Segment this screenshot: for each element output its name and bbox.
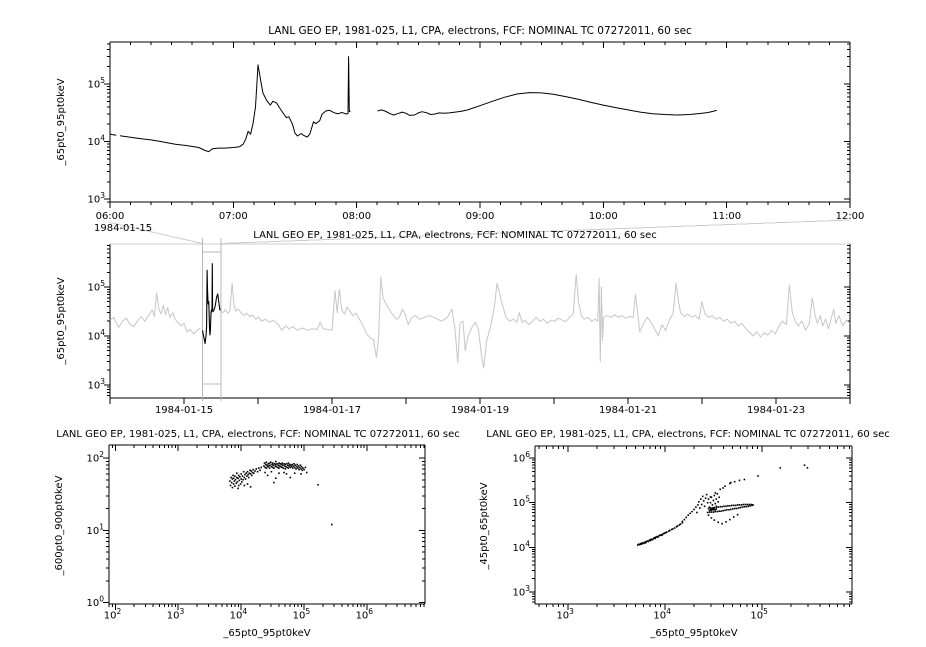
svg-text:103: $10^3$ — [87, 191, 105, 206]
svg-text:1984-01-23: 1984-01-23 — [746, 405, 806, 416]
svg-text:103: $10^3$ — [87, 376, 105, 392]
panel-title-p4: LANL GEO EP, 1981-025, L1, CPA, electrons, FCF: NOMINAL TC 07272011, 60 sec — [486, 429, 890, 440]
scatter-panel-left[interactable] — [54, 445, 425, 639]
svg-text:_600pt0_900pt0keV: _600pt0_900pt0keV — [54, 475, 65, 576]
panel-title-p2: LANL GEO EP, 1981-025, L1, CPA, electrons, FCF: NOMINAL TC 07272011, 60 sec — [253, 230, 657, 241]
svg-text:106: $10^6$ — [355, 607, 374, 622]
svg-text:08:00: 08:00 — [342, 211, 372, 222]
svg-text:12:00: 12:00 — [835, 211, 865, 222]
svg-text:1984-01-17: 1984-01-17 — [302, 405, 362, 416]
svg-text:105: $10^5$ — [512, 494, 530, 510]
svg-text:106: $10^6$ — [512, 450, 530, 465]
context-overview-panel[interactable] — [56, 238, 850, 416]
panel-title-p3: LANL GEO EP, 1981-025, L1, CPA, electrons, FCF: NOMINAL TC 07272011, 60 sec — [56, 429, 460, 440]
svg-text:06:00: 06:00 — [95, 211, 125, 222]
svg-text:1984-01-21: 1984-01-21 — [598, 405, 658, 416]
svg-text:105: $10^5$ — [87, 76, 105, 91]
svg-text:104: $10^4$ — [87, 327, 105, 343]
svg-text:09:00: 09:00 — [465, 211, 495, 222]
svg-text:1984-01-15: 1984-01-15 — [154, 405, 214, 416]
svg-text:104: $10^4$ — [87, 133, 105, 149]
svg-text:105: $10^5$ — [292, 607, 311, 622]
svg-text:105: $10^5$ — [750, 607, 768, 622]
top-timeseries-panel[interactable] — [56, 42, 864, 234]
svg-text:103: $10^3$ — [166, 607, 185, 622]
svg-text:105: $10^5$ — [87, 279, 105, 294]
svg-text:_65pt0_95pt0keV: _65pt0_95pt0keV — [650, 628, 738, 639]
scatter-panel-right[interactable] — [479, 446, 852, 639]
svg-text:_45pt0_65pt0keV: _45pt0_65pt0keV — [479, 482, 490, 570]
svg-text:1984-01-19: 1984-01-19 — [450, 405, 510, 416]
svg-text:1984-01-15: 1984-01-15 — [94, 223, 153, 234]
svg-text:11:00: 11:00 — [712, 211, 742, 222]
svg-text:10:00: 10:00 — [588, 211, 618, 222]
svg-text:07:00: 07:00 — [218, 211, 248, 222]
svg-text:100: $10^0$ — [86, 594, 104, 610]
svg-text:101: $10^1$ — [86, 522, 104, 537]
svg-text:104: $10^4$ — [512, 539, 530, 554]
svg-text:103: $10^3$ — [556, 607, 574, 622]
svg-text:102: $10^2$ — [86, 450, 104, 465]
plot-area[interactable] — [110, 42, 850, 202]
svg-text:_65pt0_95pt0keV: _65pt0_95pt0keV — [56, 78, 67, 166]
svg-text:102: $10^2$ — [103, 607, 122, 622]
svg-text:104: $10^4$ — [653, 607, 671, 622]
panel-title-p1: LANL GEO EP, 1981-025, L1, CPA, electrons, FCF: NOMINAL TC 07272011, 60 sec — [268, 25, 692, 37]
svg-text:_65pt0_95pt0keV: _65pt0_95pt0keV — [56, 277, 67, 365]
svg-text:_65pt0_95pt0keV: _65pt0_95pt0keV — [223, 628, 311, 639]
svg-text:104: $10^4$ — [229, 607, 248, 622]
svg-text:103: $10^3$ — [512, 583, 530, 599]
plot-area[interactable] — [535, 446, 852, 604]
